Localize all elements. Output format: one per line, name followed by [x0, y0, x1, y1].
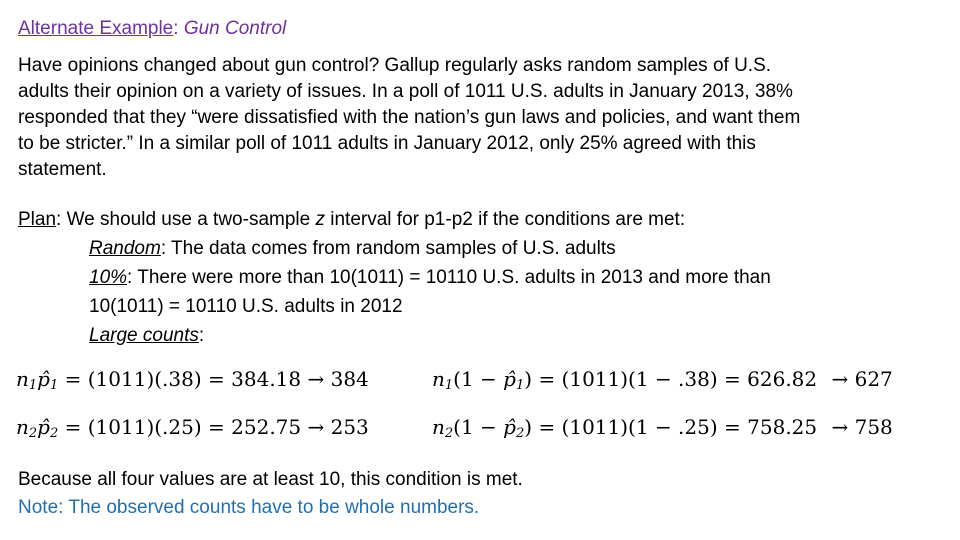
eq2-rhs-arrow: → 758 [831, 415, 893, 439]
paragraph-line-5: statement. [18, 159, 107, 180]
eq2-lhs: (1011)(.25) = 252.75 → 253 [87, 415, 369, 439]
equation-2-right: $n_2(1$ − $p̂_2) = (1011)(1 - .25) = 758.25 \to 758$ [432, 415, 893, 441]
paragraph-line-2: adults their opinion on a variety of issues. In a poll of 1011 U.S. adults in January 2013, 38% [18, 81, 793, 102]
plan-label: Plan [18, 209, 57, 230]
paragraph-line-1: Have opinions changed about gun control? Gallup regularly asks random samples of U.S. [18, 55, 772, 76]
slide-title [18, 16, 286, 42]
equation-1-right: $n_1(1$ − $p̂_1) = (1011)(1 - .38) = 626.82 \to 627$ [432, 367, 893, 393]
random-condition [89, 236, 616, 262]
eq1-rhs-arrow: → 627 [831, 367, 893, 391]
equation-2-left: $n_2p̂_2 = (1011)(.25) = 252.75 \to 253$ [16, 415, 369, 441]
n2-symbol: $n_2$ [16, 415, 38, 441]
p1-hat-symbol: $p̂_1$ [37, 367, 59, 393]
plan-text-after: interval for p1-p2 if the conditions are met: [324, 209, 686, 230]
note-text: Note: The observed counts have to be whole numbers. [18, 497, 480, 518]
title-label: Alternate Example [18, 18, 174, 39]
plan-text-before: : We should use a two-sample [56, 209, 316, 230]
large-counts-condition [89, 323, 204, 349]
plan-z: z [315, 209, 325, 230]
equation-1-left: $n_1p̂_1 = (1011)(.38) = 384.18 \to 384$ [16, 367, 369, 393]
tenpct-condition-cont: 10(1011) = 10110 U.S. adults in 2012 [89, 296, 403, 317]
conclusion-text: Because all four values are at least 10, this condition is met. [18, 469, 523, 490]
tenpct-label: 10% [89, 267, 128, 288]
eq2-rhs: = (1011)(1 − .25) = 758.25 [538, 415, 818, 439]
title-sep: : [173, 18, 179, 39]
large-label: Large counts [89, 325, 199, 346]
paragraph-line-3: responded that they “were dissatisfied with the nation’s gun laws and policies, and want them [18, 107, 801, 128]
n1-symbol: $n_1$ [16, 367, 38, 393]
eq1-rhs: = (1011)(1 − .38) = 626.82 [538, 367, 818, 391]
large-colon: : [198, 325, 205, 346]
paragraph-line-4: to be stricter.” In a similar poll of 1011 adults in January 2012, only 25% agreed with this [18, 133, 756, 154]
eq1-lhs: (1011)(.38) = 384.18 → 384 [87, 367, 369, 391]
tenpct-text: : There were more than 10(1011) = 10110 U.S. adults in 2013 and more than [127, 267, 771, 288]
random-text: : The data comes from random samples of U.S. adults [160, 238, 616, 259]
title-topic: Gun Control [183, 18, 287, 39]
tenpct-condition [89, 265, 771, 291]
p2-hat-symbol: $p̂_2$ [37, 415, 59, 441]
random-label: Random [89, 238, 161, 259]
plan-line [18, 207, 685, 233]
